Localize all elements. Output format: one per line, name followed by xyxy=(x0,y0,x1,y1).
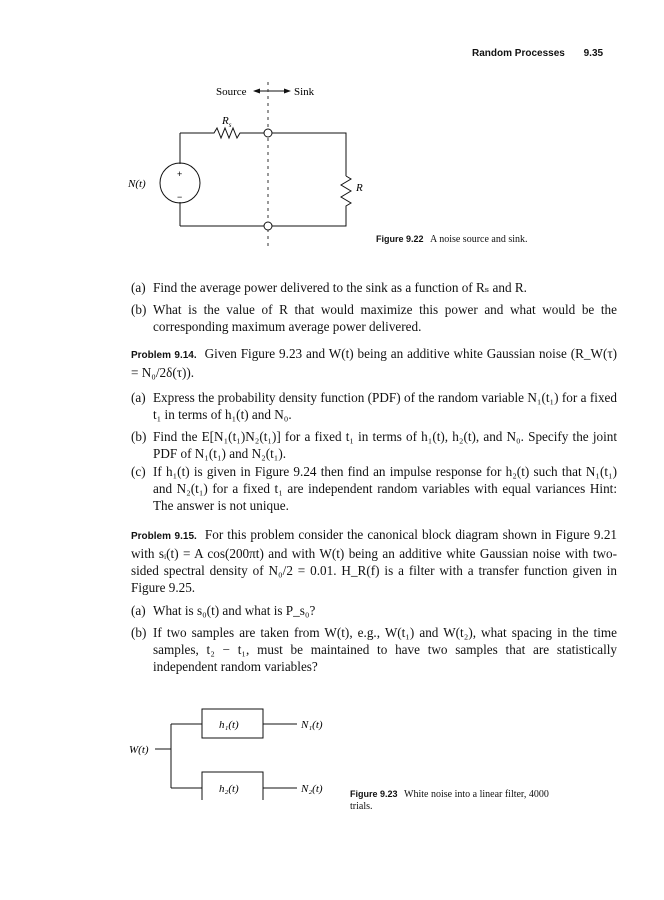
problem-9-14-label: Problem 9.14. xyxy=(131,350,197,361)
part-a-number: (a) xyxy=(131,603,146,618)
part-a-text: What is s₀(t) and what is P_s₀? xyxy=(153,603,316,618)
problem-9-15-text: For this problem consider the canonical block diagram shown in Figure 9.21 with sᵢ(t) = A cos(200πt) and with W(t) being an additive white Gaussian noise with two-sided spectral density of N₀/2 = 0.01. H_R(f) is a filter with a transfer function given in Figure 9.25. xyxy=(131,527,618,595)
plus-sign: + xyxy=(177,169,183,179)
figure-9-23-block-diagram xyxy=(125,700,355,800)
p914-part-a xyxy=(131,389,617,423)
p915-part-a xyxy=(131,602,617,619)
q913-part-a xyxy=(131,279,617,296)
part-a-text: Find the average power delivered to the sink as a function of Rₛ and R. xyxy=(153,280,527,295)
problem-9-15-label: Problem 9.15. xyxy=(131,531,197,542)
terminal-top xyxy=(264,129,272,137)
caption-text: A noise source and sink. xyxy=(430,234,528,245)
w-label: W(t) xyxy=(129,744,149,756)
h1-label: h₁(t) xyxy=(219,719,239,731)
part-c-number: (c) xyxy=(131,464,146,479)
sink-label: Sink xyxy=(294,86,315,98)
part-b-text: If two samples are taken from W(t), e.g., W(t₁) and W(t₂), what spacing in the time samples, t₂ − t₁, must be maintained to have two samples that are statistically independent random variables? xyxy=(153,625,617,674)
caption-number: Figure 9.22 xyxy=(376,234,424,244)
arrow-right-icon xyxy=(284,89,291,94)
caption-number: Figure 9.23 xyxy=(350,789,398,799)
part-b-number: (b) xyxy=(131,302,147,317)
figure-9-23-caption xyxy=(350,788,570,813)
nt-label: N(t) xyxy=(128,178,146,190)
part-a-number: (a) xyxy=(131,390,146,405)
part-a-number: (a) xyxy=(131,280,146,295)
rs-label: $R_s$ xyxy=(222,115,232,129)
part-c-text: If h₁(t) is given in Figure 9.24 then find an impulse response for h₂(t) such that N₁(t₁) and N₂(t₁) for a fixed t₁ are independent random variables with equal variances Hint: The answer is not unique. xyxy=(153,464,617,513)
part-b-number: (b) xyxy=(131,625,147,640)
header-page: 9.35 xyxy=(583,48,604,59)
figure-9-22-caption xyxy=(376,234,528,245)
p915-part-b xyxy=(131,624,617,675)
r-label: R xyxy=(356,182,363,194)
arrow-left-icon xyxy=(253,89,260,94)
n2-label: N₂(t) xyxy=(301,783,323,795)
resistor-rs xyxy=(180,128,346,176)
caption-text: White noise into a linear filter, 4000 trials. xyxy=(350,789,549,812)
part-b-number: (b) xyxy=(131,429,147,444)
problem-9-14-text: Given Figure 9.23 and W(t) being an additive white Gaussian noise (R_W(τ) = N₀/2δ(τ)). xyxy=(131,346,618,380)
p914-part-c xyxy=(131,463,617,514)
part-a-text: Express the probability density function (PDF) of the random variable N₁(t₁) for a fixed t₁ in terms of h₁(t) and N₀. xyxy=(153,390,617,422)
q913-part-b xyxy=(131,301,617,335)
problem-9-15 xyxy=(131,526,617,596)
part-b-text: Find the E[N₁(t₁)N₂(t₁)] for a fixed t₁ in terms of h₁(t), h₂(t), and N₀. Specify the joint PDF of N₁(t₁) and N₂(t₁). xyxy=(153,429,617,461)
minus-sign: − xyxy=(177,192,183,202)
terminal-bottom xyxy=(264,222,272,230)
source-label: Source xyxy=(216,86,247,98)
running-header xyxy=(472,48,603,59)
resistor-r xyxy=(180,176,351,226)
header-section: Random Processes xyxy=(472,48,565,59)
p914-part-b xyxy=(131,428,617,462)
n1-label: N₁(t) xyxy=(301,719,323,731)
part-b-text: What is the value of R that would maximize this power and what would be the corresponding maximum average power delivered. xyxy=(153,302,617,334)
problem-9-14 xyxy=(131,345,617,381)
figure-9-22-circuit xyxy=(110,78,390,253)
h2-label: h₂(t) xyxy=(219,783,239,795)
